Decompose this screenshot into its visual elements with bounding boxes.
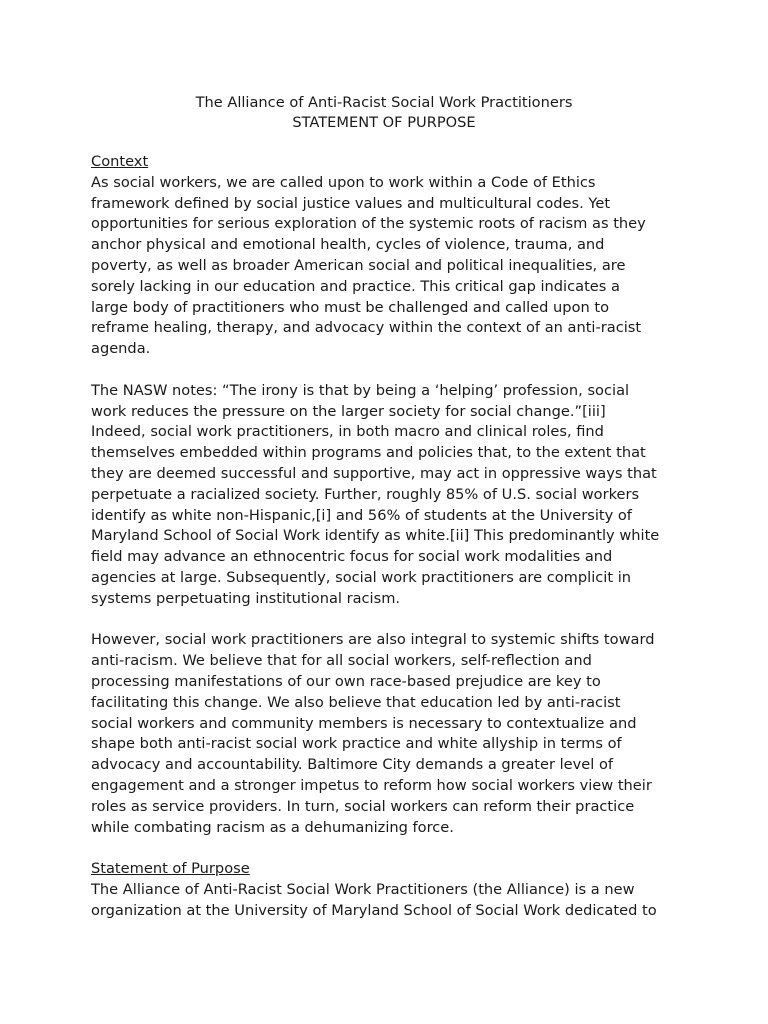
section-context — [91, 152, 691, 838]
text-line: Indeed, social work practitioners, in both macro and clinical roles, find — [91, 423, 604, 441]
text-line: agencies at large. Subsequently, social work practitioners are complicit in — [91, 568, 631, 586]
text-line: poverty, as well as broader American social and political inequalities, are — [91, 256, 626, 274]
text-line: Maryland School of Social Work identify as white.[ii] This predominantly white — [91, 527, 660, 545]
text-line: anti-racism. We believe that for all social workers, self-reflection and — [91, 652, 592, 670]
section-heading-context: Context — [91, 153, 149, 170]
document-subtitle: STATEMENT OF PURPOSE — [292, 114, 476, 131]
text-line: processing manifestations of our own race-based prejudice are key to — [91, 672, 601, 690]
text-line: agenda. — [91, 340, 151, 358]
text-line: roles as service providers. In turn, social workers can reform their practice — [91, 797, 635, 815]
paragraph-statement-1 — [91, 880, 691, 922]
text-line: sorely lacking in our education and practice. This critical gap indicates a — [91, 277, 620, 295]
text-line: perpetuate a racialized society. Further, roughly 85% of U.S. social workers — [91, 485, 640, 503]
document-title: The Alliance of Anti-Racist Social Work Practitioners — [195, 94, 573, 111]
paragraph-context-3 — [91, 630, 691, 838]
text-line: field may advance an ethnocentric focus for social work modalities and — [91, 548, 613, 566]
text-line: work reduces the pressure on the larger society for social change.”[iii] — [91, 402, 606, 420]
text-line: social workers and community members is necessary to contextualize and — [91, 714, 637, 732]
text-line: facilitating this change. We also believe that education led by anti-racist — [91, 693, 621, 711]
text-line: they are deemed successful and supportive, may act in oppressive ways that — [91, 464, 657, 482]
section-heading-statement-of-purpose: Statement of Purpose — [91, 860, 250, 878]
text-line: anchor physical and emotional health, cycles of violence, trauma, and — [91, 236, 605, 254]
paragraph-context-2 — [91, 381, 691, 610]
text-line: reframe healing, therapy, and advocacy within the context of an anti-racist — [91, 319, 642, 337]
document-body — [91, 152, 691, 942]
text-line: The NASW notes: “The irony is that by being a ‘helping’ profession, social — [91, 381, 630, 399]
text-line: However, social work practitioners are also integral to systemic shifts toward — [91, 631, 655, 649]
text-line: framework defined by social justice values and multicultural codes. Yet — [91, 194, 611, 212]
text-line: advocacy and accountability. Baltimore City demands a greater level of — [91, 756, 614, 774]
text-line: themselves embedded within programs and policies that, to the extent that — [91, 444, 646, 462]
text-line: while combating racism as a dehumanizing force. — [91, 818, 454, 836]
text-line: large body of practitioners who must be challenged and called upon to — [91, 298, 610, 316]
text-line: opportunities for serious exploration of the systemic roots of racism as they — [91, 215, 646, 233]
text-line: identify as white non-Hispanic,[i] and 56% of students at the University of — [91, 506, 632, 524]
text-line: The Alliance of Anti-Racist Social Work Practitioners (the Alliance) is a new — [91, 880, 635, 898]
text-line: organization at the University of Maryland School of Social Work dedicated to — [91, 901, 657, 919]
text-line: systems perpetuating institutional racism. — [91, 589, 401, 607]
text-line: As social workers, we are called upon to work within a Code of Ethics — [91, 173, 596, 191]
section-statement-of-purpose — [91, 859, 691, 921]
title-block — [0, 93, 768, 133]
text-line: engagement and a stronger impetus to reform how social workers view their — [91, 776, 652, 794]
text-line: shape both anti-racist social work practice and white allyship in terms of — [91, 735, 622, 753]
paragraph-context-1 — [91, 173, 691, 360]
